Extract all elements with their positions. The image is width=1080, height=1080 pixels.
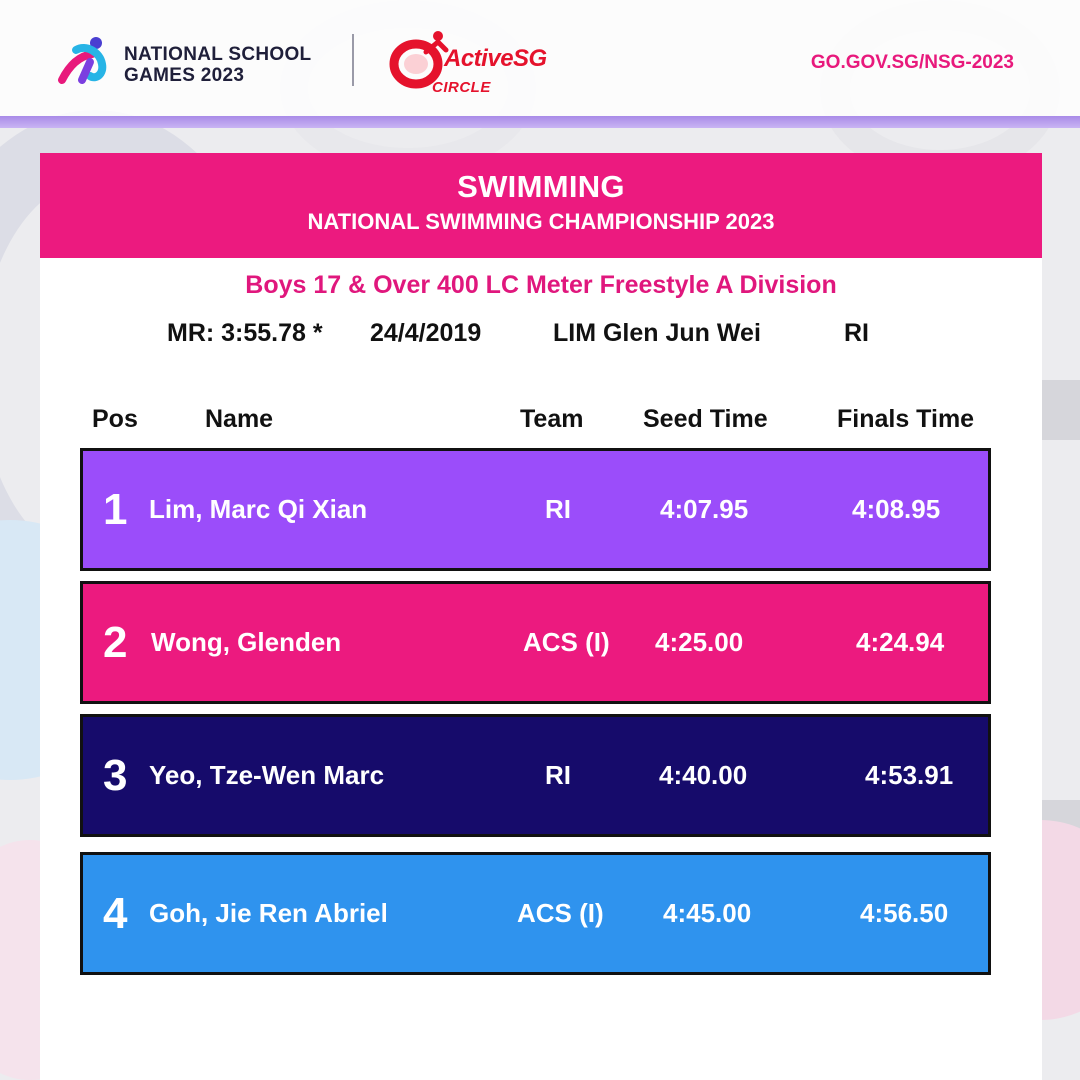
result-row [80, 581, 991, 704]
result-finals-time: 4:53.91 [865, 760, 954, 790]
nsg-line2: GAMES 2023 [124, 65, 245, 86]
activesg-wordmark: ActiveSG [444, 45, 547, 72]
result-position: 3 [103, 751, 128, 800]
column-header-seed-time: Seed Time [643, 405, 768, 433]
meet-record-date: 24/4/2019 [370, 319, 482, 347]
result-finals-time: 4:56.50 [860, 898, 949, 928]
result-name: Goh, Jie Ren Abriel [149, 898, 388, 928]
result-finals-time: 4:24.94 [856, 627, 945, 657]
sport-banner [40, 153, 1042, 258]
meet-record-holder: LIM Glen Jun Wei [553, 319, 761, 347]
nsg-logo-icon [56, 34, 120, 86]
result-name: Yeo, Tze-Wen Marc [149, 760, 385, 790]
result-row [80, 714, 991, 837]
result-name: Lim, Marc Qi Xian [149, 494, 368, 524]
result-row [80, 852, 991, 975]
logo-divider [352, 34, 354, 86]
result-position: 4 [103, 889, 128, 938]
event-title: NATIONAL SWIMMING CHAMPIONSHIP 2023 [307, 209, 775, 234]
result-seed-time: 4:07.95 [660, 494, 749, 524]
header-bar [0, 0, 1080, 116]
result-seed-time: 4:25.00 [655, 627, 744, 657]
nsg-line1: NATIONAL SCHOOL [124, 44, 312, 65]
meet-record-time: MR: 3:55.78 * [167, 319, 323, 347]
result-team: RI [545, 760, 571, 790]
result-seed-time: 4:40.00 [659, 760, 748, 790]
result-row [80, 448, 991, 571]
column-header-team: Team [520, 405, 584, 433]
header-stripe [0, 116, 1080, 128]
sport-title: SWIMMING [457, 169, 625, 204]
result-team: ACS (I) [517, 898, 604, 928]
activesg-circle-label: CIRCLE [432, 79, 491, 96]
result-position: 2 [103, 618, 128, 667]
result-position: 1 [103, 485, 128, 534]
result-seed-time: 4:45.00 [663, 898, 752, 928]
result-team: ACS (I) [523, 627, 610, 657]
campaign-url[interactable]: GO.GOV.SG/NSG-2023 [810, 52, 1014, 73]
nsg-wordmark [124, 44, 311, 86]
column-header-name: Name [205, 405, 274, 433]
column-header-finals-time: Finals Time [837, 405, 975, 433]
result-finals-time: 4:08.95 [852, 494, 941, 524]
result-team: RI [545, 494, 571, 524]
result-name: Wong, Glenden [151, 627, 342, 657]
race-title: Boys 17 & Over 400 LC Meter Freestyle A Division [245, 271, 837, 299]
results-card [40, 153, 1042, 1080]
meet-record-team: RI [844, 319, 869, 347]
column-header-pos: Pos [92, 405, 138, 433]
